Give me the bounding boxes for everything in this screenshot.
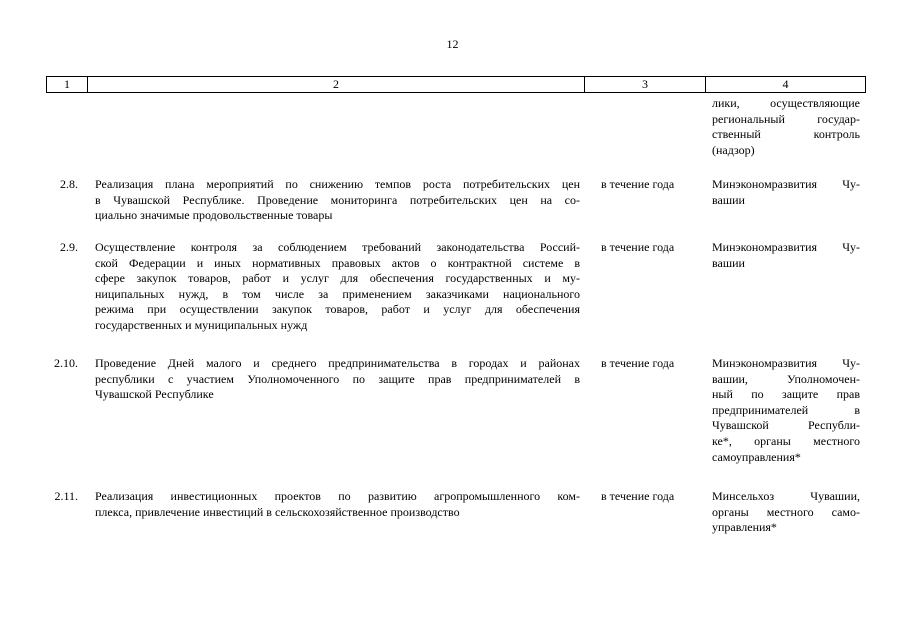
text-line: Чувашской Республи-: [712, 418, 860, 433]
text-line: вашии: [712, 192, 745, 207]
text-line: Чувашской Республике: [95, 387, 214, 402]
text-line: Минэкономразвития Чу-: [712, 240, 860, 254]
text-line: плекса, привлечение инвестиций в сельскохозяйственное производство: [95, 504, 460, 519]
row-text: [95, 177, 580, 224]
row-number: 2.8.: [60, 177, 78, 191]
page-number: 12: [446, 37, 459, 51]
table-header-col-3: 3: [642, 77, 648, 91]
text-line: самоуправления*: [712, 449, 801, 464]
row-responsible: [712, 177, 860, 208]
text-line: Реализация плана мероприятий по снижению темпов роста потребительских цен: [95, 177, 580, 191]
row-text: [95, 356, 580, 403]
text-line: Реализация инвестиционных проектов по развитию агропромышленного ком-: [95, 489, 580, 503]
text-line: Минэкономразвития Чу-: [712, 356, 860, 370]
text-line: режима при осуществлении закупок товаров, работ и услуг для обеспечения: [95, 302, 580, 317]
row-term: в течение года: [601, 489, 675, 503]
table-header-bottom-border: [46, 92, 866, 93]
row-term: в течение года: [601, 240, 675, 254]
text-line: ственный контроль: [712, 127, 860, 142]
text-line: государственных и муниципальных нужд: [95, 317, 308, 332]
row-responsible: [712, 240, 860, 271]
text-line: Осуществление контроля за соблюдением требований законодательства Россий-: [95, 240, 580, 254]
text-line: (надзор): [712, 142, 755, 157]
text-line: региональный государ-: [712, 111, 860, 126]
table-header-col-4: 4: [782, 77, 789, 91]
row-number: 2.10.: [54, 356, 78, 370]
text-line: циально значимые продовольственные товары: [95, 208, 333, 223]
row-number: 2.11.: [54, 489, 78, 503]
text-line: Минэкономразвития Чу-: [712, 177, 860, 191]
text-line: Минсельхоз Чувашии,: [712, 489, 860, 503]
text-line: лики, осуществляющие: [712, 96, 860, 110]
text-line: в Чувашской Республике. Проведение мониторинга потребительских цен на со-: [95, 192, 580, 207]
text-line: ниципальных нужд, в том числе за применением заказчиками национального: [95, 286, 580, 301]
row-text: [95, 489, 580, 520]
row-responsible: [712, 489, 860, 536]
text-line: ской Федерации и иных нормативных правовых актов о контрактной системе в: [95, 255, 580, 270]
table-header-col-1: 1: [64, 77, 70, 91]
row-term: в течение года: [601, 177, 675, 191]
table-header-divider-right: [865, 77, 866, 92]
text-line: ный по защите прав: [712, 387, 860, 402]
continuation-responsible: [712, 96, 860, 158]
text-line: органы местного само-: [712, 504, 860, 519]
row-responsible: [712, 356, 860, 465]
row-text: [95, 240, 580, 334]
row-term: в течение года: [601, 356, 675, 370]
text-line: предпринимателей в: [712, 402, 860, 417]
text-line: ке*, органы местного: [712, 433, 860, 448]
text-line: республики с участием Уполномоченного по защите прав предпринимателей в: [95, 371, 580, 386]
text-line: вашии: [712, 255, 745, 270]
row-number: 2.9.: [60, 240, 78, 254]
text-line: вашии, Уполномочен-: [712, 371, 860, 386]
text-line: Проведение Дней малого и среднего предпринимательства в городах и районах: [95, 356, 580, 370]
text-line: управления*: [712, 520, 777, 535]
text-line: сфере закупок товаров, работ и услуг для обеспечения государственных и му-: [95, 271, 580, 286]
table-header-col-2: 2: [333, 77, 339, 91]
